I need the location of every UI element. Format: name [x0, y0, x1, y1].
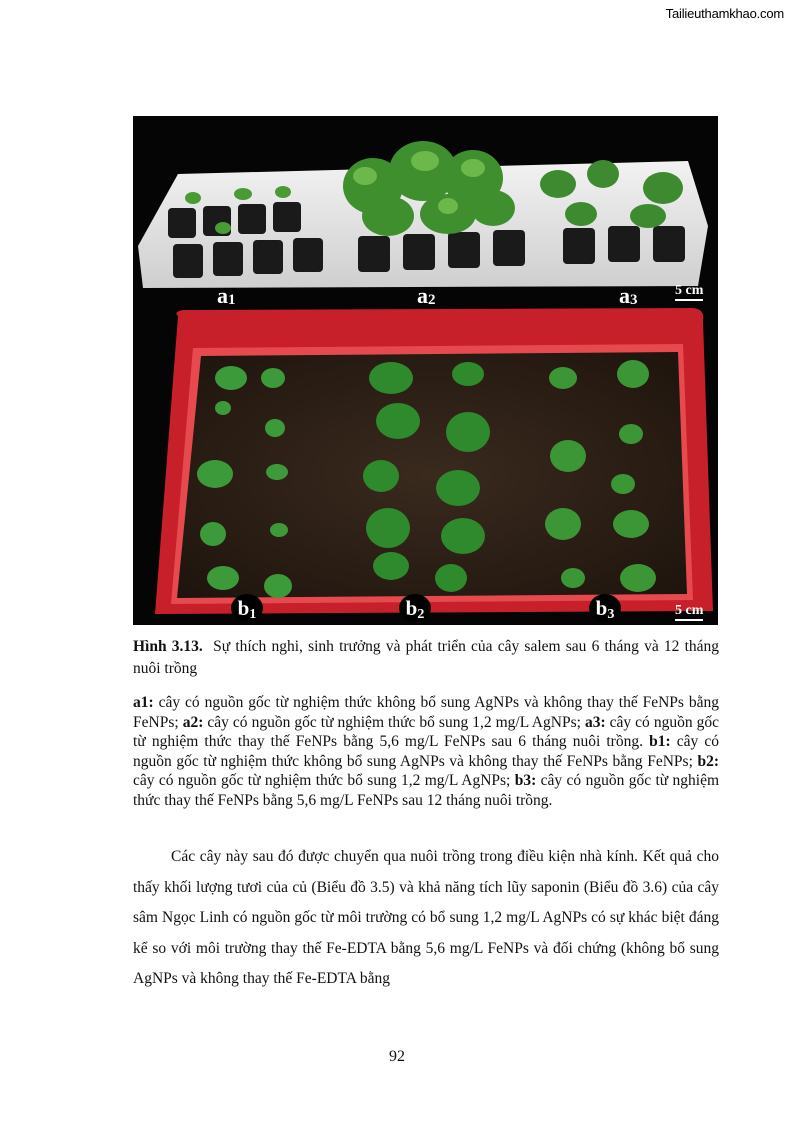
legend-key-a1: a1: — [133, 694, 154, 711]
watermark[interactable]: Tailieuthamkhao.com — [665, 6, 784, 21]
plant-photo-illustration — [133, 116, 718, 625]
figure-label-a1: $a_1$ — [217, 283, 236, 308]
caption-text: Sự thích nghi, sinh trưởng và phát triển của cây salem sau 6 tháng và 12 tháng nuôi trồng — [133, 638, 720, 677]
figure-label-a3: $a_3$ — [619, 283, 638, 308]
figure-label-b3: $b_3$ — [589, 594, 621, 622]
legend-text-a1: cây có nguồn gốc từ nghiệm thức không bổ sung AgNPs và không thay thế FeNPs bằng FeNPs; — [133, 694, 720, 731]
body-text — [133, 842, 719, 995]
figure-photo — [133, 116, 718, 625]
legend-text-b1: cây có nguồn gốc từ nghiệm thức không bổ sung AgNPs và không thay thế FeNPs bằng FeNPs; — [133, 733, 720, 770]
figure-label-b2: $b_2$ — [399, 594, 431, 622]
legend-key-b3: b3: — [514, 772, 537, 790]
body-paragraph: Các cây này sau đó được chuyển qua nuôi trồng trong điều kiện nhà kính. Kết quả cho thấy khối lượng tươi của củ (Biểu đồ 3.5) và khả năng tích lũy saponin (Biểu đồ 3.6) của cây sâm Ngọc Linh có nguồn gốc từ môi trường có bổ sung 1,2 mg/L AgNPs có sự khác biệt đáng kể so với môi trường thay thế Fe-EDTA bằng 5,6 mg/L FeNPs và đối chứng (không bổ sung AgNPs và không thay thế Fe-EDTA bằng — [133, 848, 719, 988]
legend-text-a2: cây có nguồn gốc từ nghiệm thức bổ sung 1,2 mg/L AgNPs; — [207, 713, 581, 731]
legend-key-a2: a2: — [182, 713, 204, 731]
legend-key-b2: b2: — [697, 752, 720, 770]
figure-caption — [133, 636, 719, 680]
figure-label-b1: $b_1$ — [231, 594, 263, 622]
figure-label-a2: $a_2$ — [417, 283, 436, 308]
scale-bar-bottom: 5 cm — [675, 604, 703, 621]
scale-bar-top: 5 cm — [675, 284, 703, 301]
caption-label: Hình 3.13. — [133, 638, 203, 655]
figure-legend — [133, 693, 719, 811]
legend-text-b2: cây có nguồn gốc từ nghiệm thức bổ sung 1,2 mg/L AgNPs; — [133, 772, 511, 790]
legend-text-a3: cây có nguồn gốc từ nghiệm thức thay thế FeNPs bằng 5,6 mg/L FeNPs sau 6 tháng nuôi trồng. — [133, 713, 719, 751]
legend-key-b1: b1: — [649, 733, 671, 751]
legend-text-b3: cây có nguồn gốc từ nghiệm thức thay thế FeNPs bằng 5,6 mg/L FeNPs sau 12 tháng nuôi trồng. — [133, 772, 720, 809]
legend-key-a3: a3: — [584, 713, 606, 731]
page-number: 92 — [389, 1048, 405, 1065]
